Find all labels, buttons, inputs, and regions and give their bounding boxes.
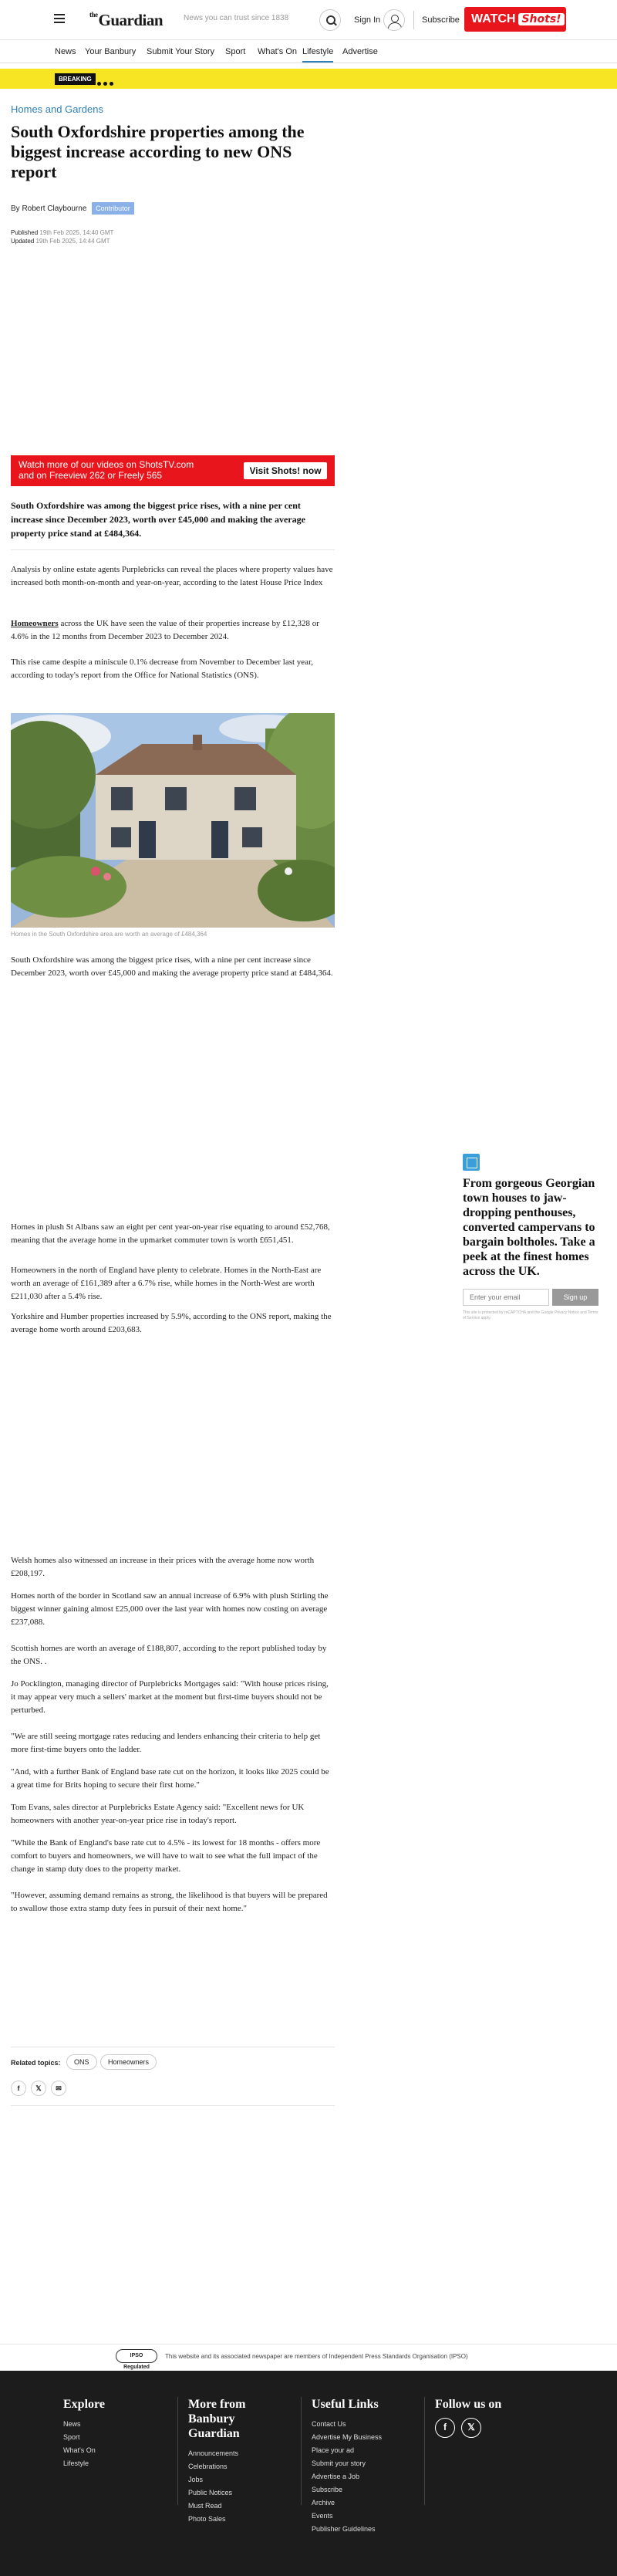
footer-follow-title: Follow us on xyxy=(435,2398,502,2411)
nav-lifestyle[interactable]: Lifestyle xyxy=(302,47,333,63)
footer-separator xyxy=(424,2397,425,2505)
paragraph: "However, assuming demand remains as strong, the likelihood is that buyers will be prepared to swallow those extra stamp duty fees in pursuit of their next home." xyxy=(11,1891,328,1913)
paragraph: Analysis by online estate agents Purplebricks can reveal the places where property values have increased both month-on-month and year-on-year, according to the latest House Price Index xyxy=(11,565,333,587)
house-illustration xyxy=(11,713,335,928)
footer-useful xyxy=(312,2397,412,2536)
footer-follow xyxy=(435,2397,551,2438)
homeowners-link[interactable]: Homeowners xyxy=(11,619,59,628)
footer-link[interactable]: Sport xyxy=(63,2433,80,2441)
main-nav xyxy=(0,40,617,63)
footer-separator xyxy=(177,2397,178,2505)
recaptcha-notice: This site is protected by reCAPTCHA and the Google Privacy Notice and Terms of Service apply. xyxy=(463,1310,598,1320)
topic-ons[interactable]: ONS xyxy=(66,2054,97,2070)
author-role-badge: Contributor xyxy=(92,202,134,215)
ad-line-1: Watch more of our videos on ShotsTV.com xyxy=(19,459,194,470)
footer-explore-title: Explore xyxy=(63,2398,105,2411)
visit-shots-button[interactable]: Visit Shots! now xyxy=(244,462,327,479)
footer-link[interactable]: Publisher Guidelines xyxy=(312,2525,376,2533)
paragraph: This rise came despite a miniscule 0.1% decrease from November to December last year, according to today's report from the Office for National Statistics (ONS). xyxy=(11,658,314,680)
paragraph: Tom Evans, sales director at Purplebricks Estate Agency said: "Excellent news for UK homeowners with another year-on-year price rise in today's report. xyxy=(11,1803,305,1825)
shots-ad-banner[interactable] xyxy=(11,455,335,486)
article-headline: South Oxfordshire properties among the biggest increase according to new ONS report xyxy=(11,122,305,181)
paragraph xyxy=(11,617,335,644)
facebook-icon[interactable]: f xyxy=(11,2081,26,2096)
footer-link[interactable]: What's On xyxy=(63,2446,96,2454)
user-icon[interactable] xyxy=(383,9,405,31)
property-icon xyxy=(463,1154,480,1171)
site-header xyxy=(0,0,617,40)
lead-divider xyxy=(11,549,335,550)
x-icon[interactable]: 𝕏 xyxy=(31,2081,46,2096)
paragraph: "While the Bank of England's base rate cut to 4.5% - its lowest for 18 months - offers more comfort to buyers and homeowners, we will have to wait to see what the full impact of the change in stamp duty does to the property market. xyxy=(11,1838,321,1874)
author-name[interactable]: Robert Claybourne xyxy=(22,205,87,213)
published-label: Published xyxy=(11,229,39,236)
paragraph: "We are still seeing mortgage rates reducing and lenders enhancing their criteria to help get more first-time buyers onto the ladder. xyxy=(11,1732,321,1754)
footer-link[interactable]: Events xyxy=(312,2512,333,2520)
photo-caption: Homes in the South Oxfordshire area are worth an average of £484,364 xyxy=(11,931,207,938)
footer-link[interactable]: Place your ad xyxy=(312,2446,355,2454)
footer-link[interactable]: Lifestyle xyxy=(63,2459,89,2467)
paragraph: Homes in plush St Albans saw an eight per cent year-on-year rise equating to around £52,768, meaning that the average home in the upmarket commuter town is worth £651,451. xyxy=(11,1222,330,1245)
x-icon[interactable]: 𝕏 xyxy=(461,2418,481,2438)
related-topics-label: Related topics: xyxy=(11,2059,61,2067)
footer-link[interactable]: Celebrations xyxy=(188,2463,228,2470)
updated-date: 19th Feb 2025, 14:44 GMT xyxy=(35,238,110,245)
subscribe-link[interactable]: Subscribe xyxy=(422,15,460,25)
email-input[interactable]: Enter your email xyxy=(463,1289,549,1306)
ipso-text: This website and its associated newspaper are members of Independent Press Standards Organisation (IPSO) xyxy=(165,2353,468,2360)
footer-link[interactable]: Contact Us xyxy=(312,2420,346,2428)
breaking-bar[interactable] xyxy=(0,69,617,89)
published-date: 19th Feb 2025, 14:40 GMT xyxy=(39,229,114,236)
footer-link[interactable]: Advertise My Business xyxy=(312,2433,383,2441)
section-link[interactable]: Homes and Gardens xyxy=(11,103,103,115)
paragraph: South Oxfordshire was among the biggest price rises, with a nine per cent increase since December 2023, worth over £45,000 and making the average property price stand at £484,364. xyxy=(11,955,333,978)
paragraph: Welsh homes also witnessed an increase in their prices with the average home now worth £208,197. xyxy=(11,1556,315,1578)
nav-whats-on[interactable]: What's On xyxy=(258,47,298,56)
footer-link[interactable]: Must Read xyxy=(188,2502,222,2510)
paragraph: Scottish homes are worth an average of £188,807, according to the report published today by the ONS. . xyxy=(11,1644,327,1666)
email-icon[interactable]: ✉ xyxy=(51,2081,66,2096)
paragraph-text: across the UK have seen the value of their properties increase by £12,328 or 4.6% in the 12 months from December 2023 to December 2024. xyxy=(11,619,319,641)
footer-link[interactable]: Advertise a Job xyxy=(312,2473,360,2480)
breaking-label: BREAKING xyxy=(55,73,96,85)
header-divider xyxy=(413,11,414,29)
paragraph: Homes north of the border in Scotland saw an annual increase of 6.9% with plush Stirling the biggest winner gaining almost £25,000 over the last year with homes now costing on average £237,088. xyxy=(11,1591,329,1627)
watch-shots-button[interactable]: WATCH Shots! xyxy=(464,7,566,32)
topic-homeowners[interactable]: Homeowners xyxy=(100,2054,157,2070)
sign-up-button[interactable]: Sign up xyxy=(552,1289,598,1306)
search-icon[interactable] xyxy=(319,9,341,31)
byline-prefix: By xyxy=(11,205,20,213)
ipso-bar xyxy=(0,2344,617,2370)
menu-icon[interactable] xyxy=(54,14,65,23)
paragraph: Jo Pocklington, managing director of Purplebricks Mortgages said: "With house prices rising, it may appear very much a sellers' market at the moment but first-time buyers should not be perturbed. xyxy=(11,1679,329,1715)
site-logo[interactable]: $^{the}$Guardian xyxy=(89,11,164,29)
paragraph: Yorkshire and Humber properties increased by 5.9%, according to the ONS report, making the average home worth around £203,683. xyxy=(11,1312,332,1334)
footer-link[interactable]: Archive xyxy=(312,2499,335,2507)
paragraph: Homeowners in the north of England have plenty to celebrate. Homes in the North-East are worth an average of £161,389 after a 6.7% rise, while homes in the North-West are worth £211,030 after a 5.4% rise. xyxy=(11,1266,322,1301)
loading-dots-icon xyxy=(97,76,116,90)
footer-explore xyxy=(63,2397,156,2470)
facebook-icon[interactable]: f xyxy=(435,2418,455,2438)
search-placeholder: News you can trust since 1838 xyxy=(184,14,289,22)
nav-your-banbury[interactable]: Your Banbury xyxy=(85,47,137,56)
share-divider xyxy=(11,2105,335,2106)
footer-link[interactable]: Public Notices xyxy=(188,2489,233,2497)
footer-link[interactable]: Photo Sales xyxy=(188,2515,226,2523)
footer-link[interactable]: Submit your story xyxy=(312,2459,366,2467)
updated-label: Updated xyxy=(11,238,35,245)
ad-line-2: and on Freeview 262 or Freely 565 xyxy=(19,470,163,481)
footer-link[interactable]: Jobs xyxy=(188,2476,204,2483)
footer-link[interactable]: News xyxy=(63,2420,81,2428)
site-footer xyxy=(0,2371,617,2576)
footer-link[interactable]: Subscribe xyxy=(312,2486,343,2493)
nav-news[interactable]: News xyxy=(55,47,76,56)
footer-more-title: More from Banbury Guardian xyxy=(188,2398,246,2440)
publish-dates xyxy=(11,228,113,245)
footer-more xyxy=(188,2397,288,2526)
footer-useful-title: Useful Links xyxy=(312,2398,379,2411)
footer-link[interactable]: Announcements xyxy=(188,2449,239,2457)
nav-sport[interactable]: Sport xyxy=(225,47,246,56)
sign-in-link[interactable]: Sign In xyxy=(354,15,381,25)
nav-advertise[interactable]: Advertise xyxy=(342,47,378,56)
footer-separator xyxy=(301,2397,302,2505)
ipso-logo[interactable]: IPSO Regulated xyxy=(116,2349,157,2363)
newsletter-title: From gorgeous Georgian town houses to jaw-dropping penthouses, converted campervans to bargain boltholes. Take a peek at the finest homes across the UK. xyxy=(463,1177,595,1278)
nav-submit-your-story[interactable]: Submit Your Story xyxy=(147,47,215,56)
article-lead: South Oxfordshire was among the biggest price rises, with a nine per cent increase since December 2023, worth over £45,000 and making the average property price stand at £484,364. xyxy=(11,500,305,539)
byline xyxy=(11,202,134,215)
house-photo[interactable] xyxy=(11,713,335,928)
paragraph: "And, with a further Bank of England base rate cut on the horizon, it looks like 2025 could be a great time for Brits hoping to secure their first home." xyxy=(11,1767,329,1790)
